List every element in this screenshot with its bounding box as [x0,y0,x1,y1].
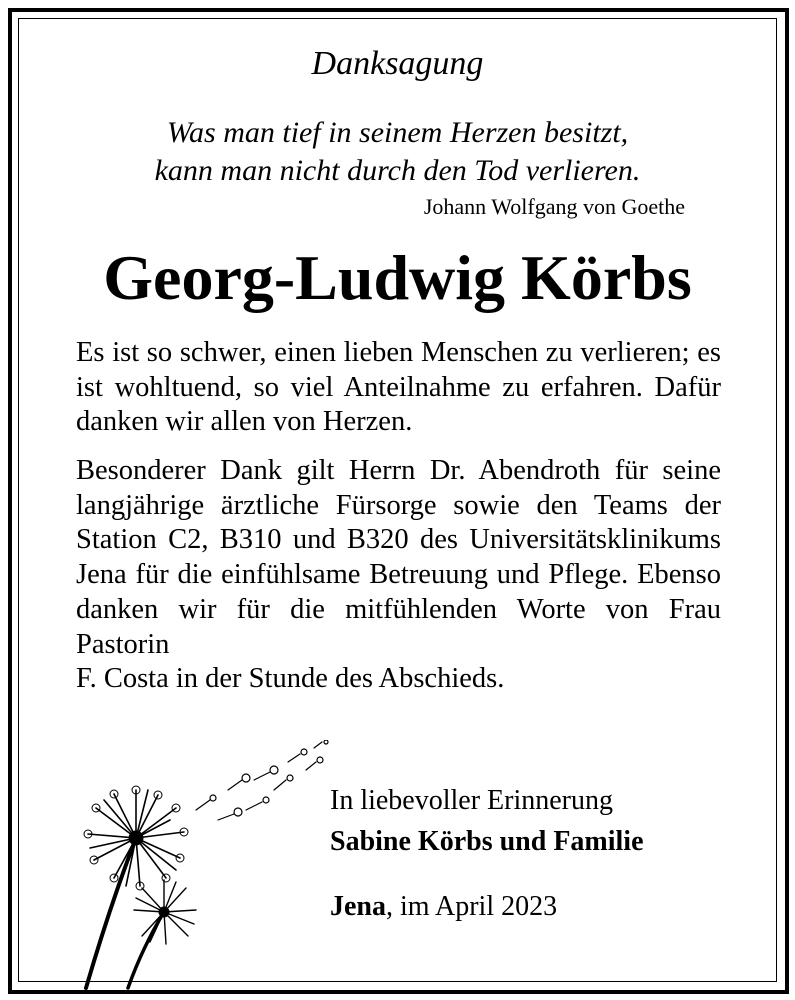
thanks-paragraph-2-text: Besonderer Dank gilt Herrn Dr. Abendroth für seine langjährige ärztliche Fürsorge sowie den Teams der Station C2, B310 und B320 des Universitätsklinikums Jena für die einfühlsame Betreuung und Pflege. Ebenso danken wir für die mitfühlenden Worte von Frau Pastorin [76,455,721,660]
deceased-name: Georg-Ludwig Körbs [103,242,692,313]
dandelion-illustration-icon [78,740,338,990]
quote-line-2: kann man nicht durch den Tod verlieren. [154,154,641,187]
signoff-date: , im April 2023 [386,891,558,922]
quote-author: Johann Wolfgang von Goethe [423,194,685,219]
thanks-paragraph-1: Es ist so schwer, einen lieben Menschen zu verlieren; es ist wohltuend, so viel Anteilnahme zu erfahren. Dafür danken wir allen von Herzen. [76,337,721,438]
signoff-place-date [330,890,557,924]
signoff-family: Sabine Körbs und Familie [330,826,644,857]
signoff-place: Jena [330,891,386,922]
thanks-paragraph-2-last-line: F. Costa in der Stunde des Abschieds. [76,663,505,695]
quote-line-1: Was man tief in seinem Herzen besitzt, [166,116,629,149]
signoff-remembrance: In liebevoller Erinnerung [330,785,614,816]
thanks-paragraph-2 [76,454,721,697]
notice-title: Danksagung [311,45,484,82]
quote [0,114,795,190]
